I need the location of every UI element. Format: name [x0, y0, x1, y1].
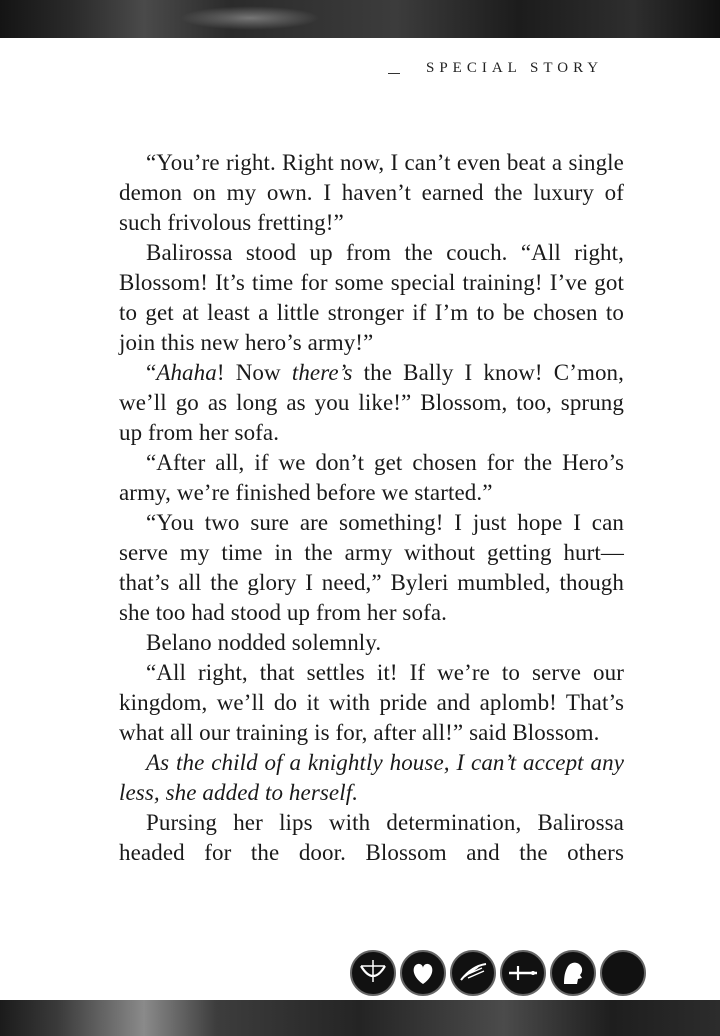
- top-decorative-band: [0, 0, 720, 38]
- paragraph: Balirossa stood up from the couch. “All right, Blossom! It’s time for some special training! I’ve got to get at least a little stronger if I’m to be chosen to join this new hero’s army!”: [119, 240, 624, 355]
- paragraph: “After all, if we don’t get chosen for the Hero’s army, we’re finished before we started.”: [119, 450, 624, 505]
- paragraph-inner-thought: As the child of a knightly house, I can’t accept any less, she added to herself.: [119, 750, 624, 805]
- sword-emblem-icon: [500, 950, 546, 996]
- character-emblems: [350, 950, 646, 996]
- paragraph: Belano nodded solemnly.: [146, 630, 382, 655]
- paragraph: “You’re right. Right now, I can’t even beat a single demon on my own. I haven’t earned the luxury of such frivolous fretting!”: [119, 150, 624, 235]
- paragraph: “You two sure are something! I just hope I can serve my time in the army without getting hurt—that’s all the glory I need,” Byleri mumbled, though she too had stood up from her sofa.: [119, 510, 624, 625]
- bottom-decorative-band: [0, 1000, 720, 1036]
- text-run: the Bally I know! C’mon, we’ll go as long as you like!” Blossom, too, sprung up from her sofa.: [119, 360, 624, 445]
- body-text: [119, 148, 624, 868]
- heart-emblem-icon: [400, 950, 446, 996]
- profile-emblem-icon: [550, 950, 596, 996]
- open-quote: “: [146, 360, 157, 385]
- paragraph: Pursing her lips with determination, Balirossa headed for the door. Blossom and the others: [119, 810, 624, 865]
- italic-emphasis: there’s: [291, 360, 353, 385]
- paragraph: [119, 358, 624, 448]
- text-run: ! Now: [216, 360, 292, 385]
- feather-emblem-icon: [450, 950, 496, 996]
- blank-emblem-icon: [600, 950, 646, 996]
- italic-laugh: Ahaha: [156, 360, 217, 385]
- paragraph: “All right, that settles it! If we’re to serve our kingdom, we’ll do it with pride and aplomb! That’s what all our training is for, after all!” said Blossom.: [119, 660, 624, 745]
- band-highlight: [180, 6, 320, 30]
- running-header: SPECIAL STORY: [400, 58, 720, 78]
- bow-emblem-icon: [350, 950, 396, 996]
